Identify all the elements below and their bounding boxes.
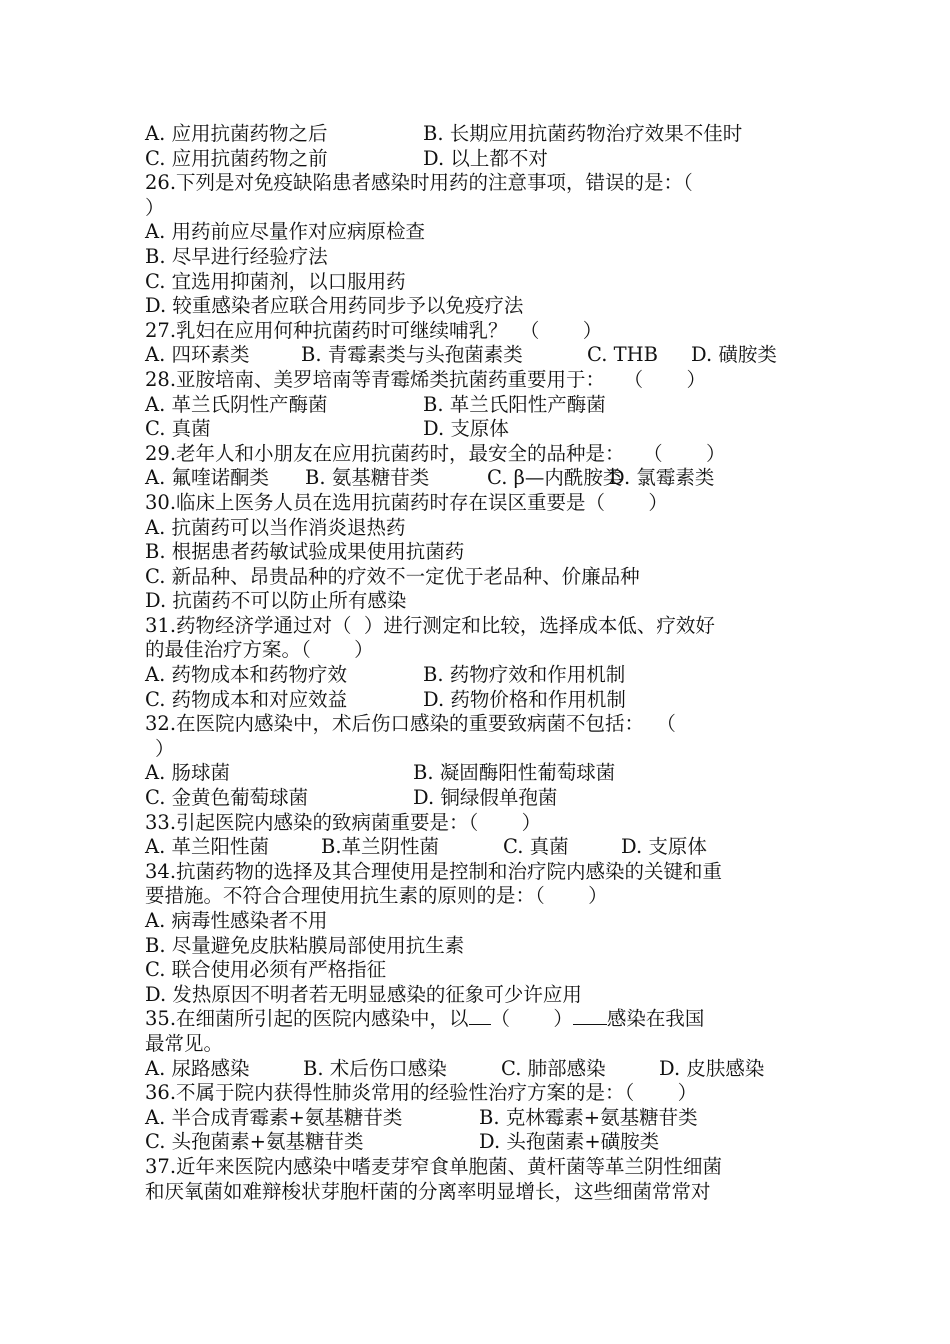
question-32-continuation <box>145 737 810 762</box>
fill-blank <box>573 1010 607 1025</box>
question-26: 26.下列是对免疫缺陷患者感染时用药的注意事项，错误的是：（ <box>145 171 693 195</box>
option-d: D. 氯霉素类 <box>609 466 715 490</box>
option-a: A. 半合成青霉素+氨基糖苷类 <box>145 1105 403 1129</box>
option-row <box>145 343 810 368</box>
question-31-continuation: 的最佳治疗方案。（ ） <box>145 638 374 662</box>
question-26-continuation: ） <box>145 195 165 219</box>
option-d: D. 磺胺类 <box>691 343 777 367</box>
question-28: 28.亚胺培南、美罗培南等青霉烯类抗菌药重要用于： （ ） <box>145 367 706 391</box>
option-c: C. 头孢菌素+氨基糖苷类 <box>145 1130 364 1154</box>
option-row <box>145 1106 810 1131</box>
question-36: 36.不属于院内获得性肺炎常用的经验性治疗方案的是：（ ） <box>145 1081 698 1105</box>
option-row <box>145 835 810 860</box>
option-a: A. 肠球菌 <box>145 761 230 785</box>
option-b: B. 尽早进行经验疗法 <box>145 244 328 268</box>
option-a: A. 氟喹诺酮类 <box>145 466 269 490</box>
option-b: B. 青霉素类与头孢菌素类 <box>301 343 523 367</box>
option-d: D. 皮肤感染 <box>659 1056 765 1080</box>
option-c: C. β—内酰胺类 <box>487 466 623 490</box>
option-c: C. 真菌 <box>503 835 569 859</box>
option-b: B. 革兰氏阳性产酶菌 <box>423 392 606 416</box>
option-c: C. 真菌 <box>145 417 211 441</box>
fill-blank <box>469 1010 491 1025</box>
option-b: B. 凝固酶阳性葡萄球菌 <box>413 761 616 785</box>
option-b: B. 根据患者药敏试验成果使用抗菌药 <box>145 540 465 564</box>
question-37-continuation: 和厌氧菌如难辩梭状芽胞杆菌的分离率明显增长，这些细菌常常对 <box>145 1179 711 1203</box>
option-d: D. 以上都不对 <box>423 146 548 170</box>
option-a: A. 药物成本和药物疗效 <box>145 663 347 687</box>
option-b: B. 术后伤口感染 <box>303 1056 447 1080</box>
option-row <box>145 466 810 491</box>
question-37: 37.近年来医院内感染中嗜麦芽窄食单胞菌、黄杆菌等革兰阴性细菌 <box>145 1154 723 1178</box>
option-d: D. 药物价格和作用机制 <box>423 687 626 711</box>
option-row <box>145 761 810 786</box>
option-c: C. 宜选用抑菌剂，以口服用药 <box>145 269 406 293</box>
option-b: B. 长期应用抗菌药物治疗效果不佳时 <box>423 122 743 145</box>
option-a: A. 革兰阳性菌 <box>145 835 269 859</box>
option-row <box>145 122 810 147</box>
option-b: B. 克林霉素+氨基糖苷类 <box>479 1105 698 1129</box>
question-35 <box>145 1007 810 1032</box>
option-row <box>145 1057 810 1082</box>
option-a: A. 革兰氏阴性产酶菌 <box>145 392 328 416</box>
option-d: D. 头孢菌素+磺胺类 <box>479 1130 660 1154</box>
option-a: A. 抗菌药可以当作消炎退热药 <box>145 515 406 539</box>
option-c: C. 药物成本和对应效益 <box>145 687 348 711</box>
option-row <box>145 417 810 442</box>
option-d: D. 较重感染者应联合用药同步予以免疫疗法 <box>145 294 524 318</box>
question-list <box>145 122 810 1204</box>
question-33: 33.引起医院内感染的致病菌重要是：（ ） <box>145 810 542 834</box>
option-row <box>145 663 810 688</box>
option-a: A. 四环素类 <box>145 343 250 367</box>
option-c: C. 联合使用必须有严格指征 <box>145 958 387 982</box>
option-d: D. 抗菌药不可以防止所有感染 <box>145 589 407 613</box>
option-c: C. THB <box>587 343 658 367</box>
question-35-continuation: 最常见。 <box>145 1031 224 1055</box>
option-b: B. 氨基糖苷类 <box>305 466 430 490</box>
question-35-suffix: 感染在我国 <box>606 1007 705 1031</box>
question-29: 29.老年人和小朋友在应用抗菌药时，最安全的品种是： （ ） <box>145 441 726 465</box>
option-d: D. 支原体 <box>621 835 707 859</box>
option-a: A. 应用抗菌药物之后 <box>145 122 328 145</box>
option-row <box>145 688 810 713</box>
question-27: 27.乳妇在应用何种抗菌药时可继续哺乳？ （ ） <box>145 318 603 342</box>
option-c: C. 新品种、昂贵品种的疗效不一定优于老品种、价廉品种 <box>145 564 640 588</box>
option-d: D. 发热原因不明者若无明显感染的征象可少许应用 <box>145 982 582 1006</box>
option-b: B. 尽量避免皮肤粘膜局部使用抗生素 <box>145 933 465 957</box>
option-row <box>145 393 810 418</box>
answer-paren: （ ） <box>490 1007 573 1031</box>
option-row <box>145 147 810 172</box>
option-row <box>145 786 810 811</box>
question-34-continuation: 要措施。不符合合理使用抗生素的原则的是：（ ） <box>145 884 608 908</box>
closing-paren: ） <box>155 736 175 760</box>
option-c: C. 应用抗菌药物之前 <box>145 146 328 170</box>
question-32: 32.在医院内感染中，术后伤口感染的重要致病菌不包括： （ <box>145 712 676 736</box>
question-30: 30.临床上医务人员在选用抗菌药时存在误区重要是（ ） <box>145 490 668 514</box>
option-a: A. 病毒性感染者不用 <box>145 909 328 932</box>
option-c: C. 金黄色葡萄球菌 <box>145 786 309 810</box>
option-b: B.革兰阴性菌 <box>321 835 440 859</box>
question-34: 34.抗菌药物的选择及其合理使用是控制和治疗院内感染的关键和重 <box>145 859 723 883</box>
option-d: D. 支原体 <box>423 417 509 441</box>
option-a: A. 用药前应尽量作对应病原检查 <box>145 220 425 244</box>
option-b: B. 药物疗效和作用机制 <box>423 663 626 687</box>
question-35-prefix: 35.在细菌所引起的医院内感染中，以 <box>145 1007 469 1031</box>
option-row <box>145 1130 810 1155</box>
question-31: 31.药物经济学通过对（ ）进行测定和比较，选择成本低、疗效好 <box>145 613 715 637</box>
option-a: A. 尿路感染 <box>145 1056 250 1080</box>
option-c: C. 肺部感染 <box>501 1056 606 1080</box>
option-d: D. 铜绿假单孢菌 <box>413 786 558 810</box>
